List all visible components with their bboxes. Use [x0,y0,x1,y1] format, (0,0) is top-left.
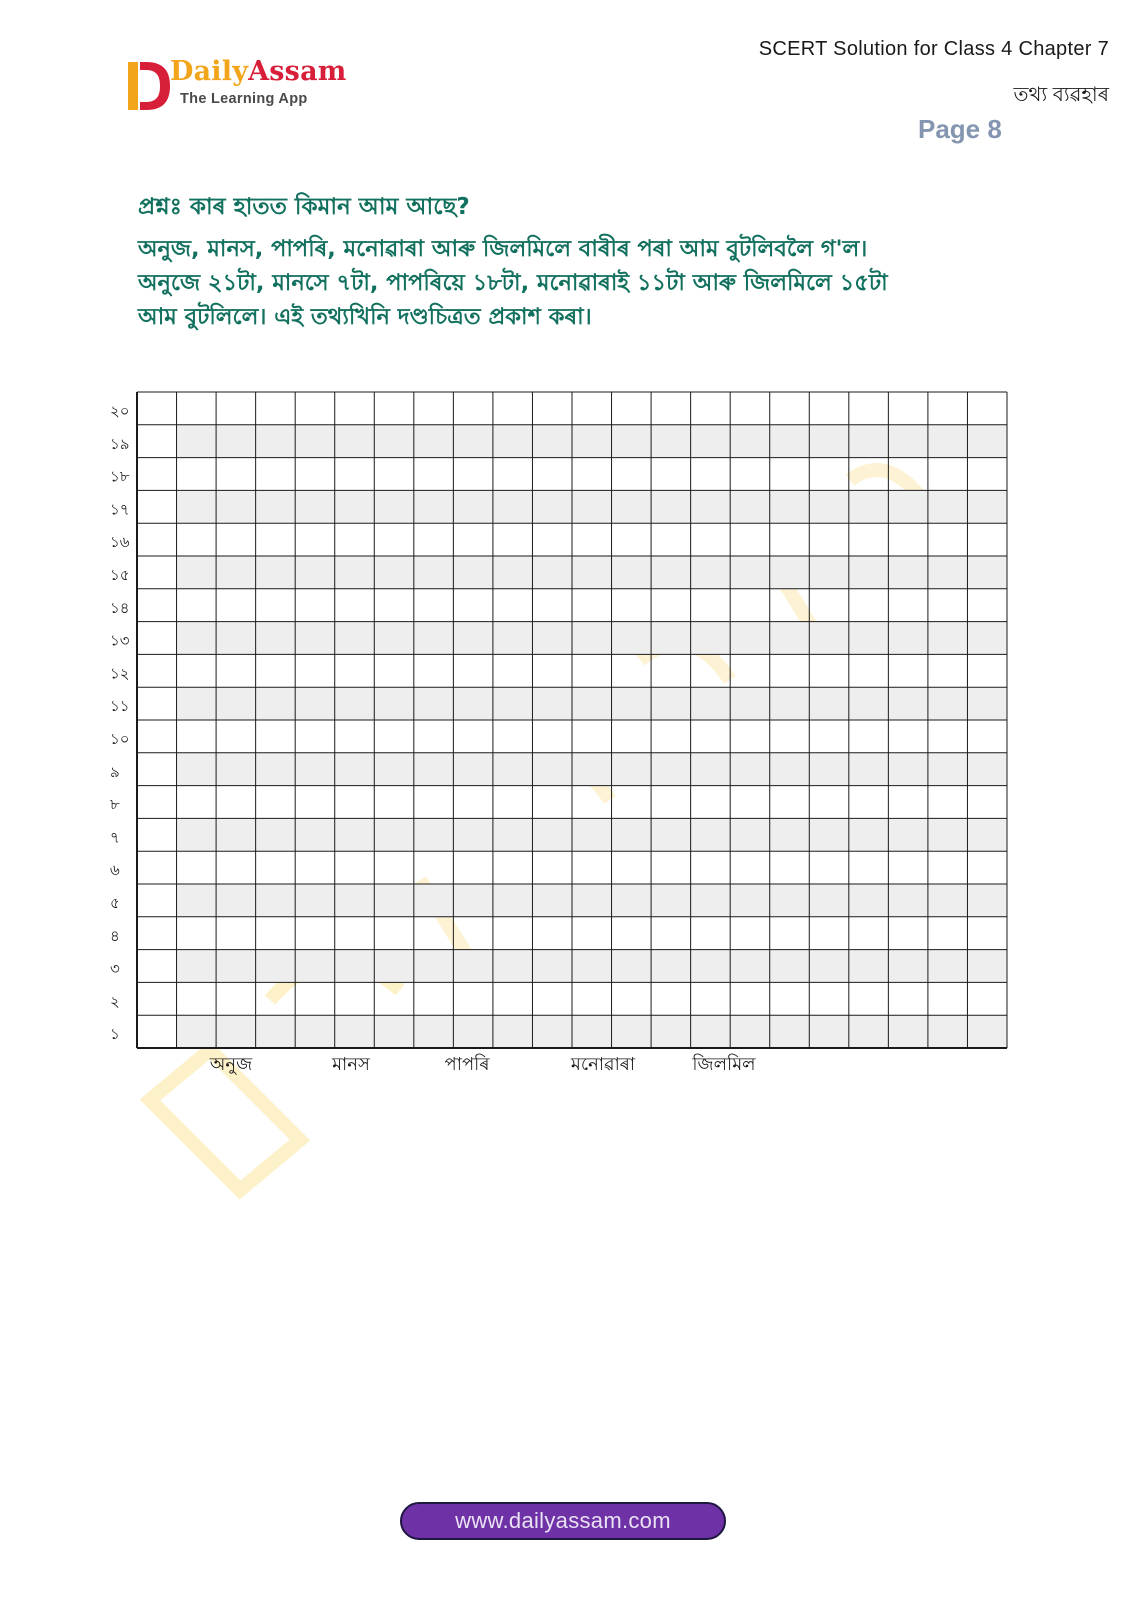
logo-tagline: The Learning App [180,91,308,107]
y-axis-tick-label: ৭ [110,828,120,847]
y-axis-tick-label: ১৯ [110,434,130,453]
grid-stripe-row [177,950,1007,983]
y-axis-tick-label: ১৮ [110,467,130,486]
y-axis-tick-label: ১৪ [110,598,130,617]
grid-stripe-row [177,818,1007,851]
watermark-logo [150,470,930,1190]
y-axis-tick-label: ৩ [110,959,120,978]
question-line-1: অনুজ, মানস, পাপৰি, মনোৱাৰা আৰু জিলমিলে বাৰীৰ পৰা আম বুটলিবলৈ গ'ল। [138,236,868,262]
y-axis-tick-label: ১৬ [110,533,130,552]
y-axis-tick-label: ১২ [110,664,130,683]
question-line-3: আম বুটলিলে। এই তথ্যখিনি দণ্ডচিত্ৰত প্ৰকাশ কৰা। [138,304,592,330]
x-axis-category-label: অনুজ [209,1054,253,1075]
y-axis-tick-label: ১০ [110,730,130,748]
question-paragraph [138,232,1018,334]
website-url-pill[interactable]: www.dailyassam.com [400,1502,726,1540]
y-axis-tick-label: ৪ [110,926,120,945]
y-axis-tick-label: ২০ [110,402,130,420]
chapter-name: তথ্য ব্যৱহাৰ [1013,84,1109,106]
grid-stripe-row [177,556,1007,589]
y-axis-tick-label: ১৩ [110,631,130,650]
x-axis-category-label: পাপৰি [444,1054,490,1075]
dailyassam-logo [126,56,356,116]
y-axis-tick-label: ১৫ [110,566,130,584]
y-axis-tick-label: ৬ [110,861,120,880]
page-number: Page 8 [918,114,1002,144]
x-axis-category-label: মানস [332,1054,370,1075]
x-axis-category-label: জিলমিল [692,1054,756,1075]
grid-stripe-row [177,425,1007,458]
y-axis-tick-label: ২ [110,992,120,1011]
document-title: SCERT Solution for Class 4 Chapter 7 [758,38,1109,60]
y-axis-tick-label: ১১ [110,697,130,716]
grid-stripe-row [177,687,1007,720]
y-axis-tick-label: ৮ [110,795,120,814]
y-axis-tick-label: ৯ [110,762,120,781]
x-axis-category-label: মনোৱাৰা [570,1054,636,1075]
grid-stripe-row [177,622,1007,655]
logo-wordmark [170,56,347,87]
logo-word-assam: Assam [248,56,347,87]
grid-stripe-row [177,490,1007,523]
daily-assam-d-logo-icon [126,60,172,112]
question-heading: প্ৰশ্নঃ কাৰ হাতত কিমান আম আছে? [138,194,470,220]
grid-stripe-row [177,1015,1007,1048]
logo-word-daily: Daily [170,56,249,87]
y-axis-tick-label: ১৭ [110,500,130,519]
y-axis-tick-label: ৫ [110,894,120,912]
grid-stripe-row [177,753,1007,786]
grid-stripe-row [177,884,1007,917]
y-axis-tick-label: ১ [110,1025,120,1044]
question-line-2: অনুজে ২১টা, মানসে ৭টা, পাপৰিয়ে ১৮টা, মনোৱাৰাই ১১টা আৰু জিলমিলে ১৫টা [138,270,888,296]
